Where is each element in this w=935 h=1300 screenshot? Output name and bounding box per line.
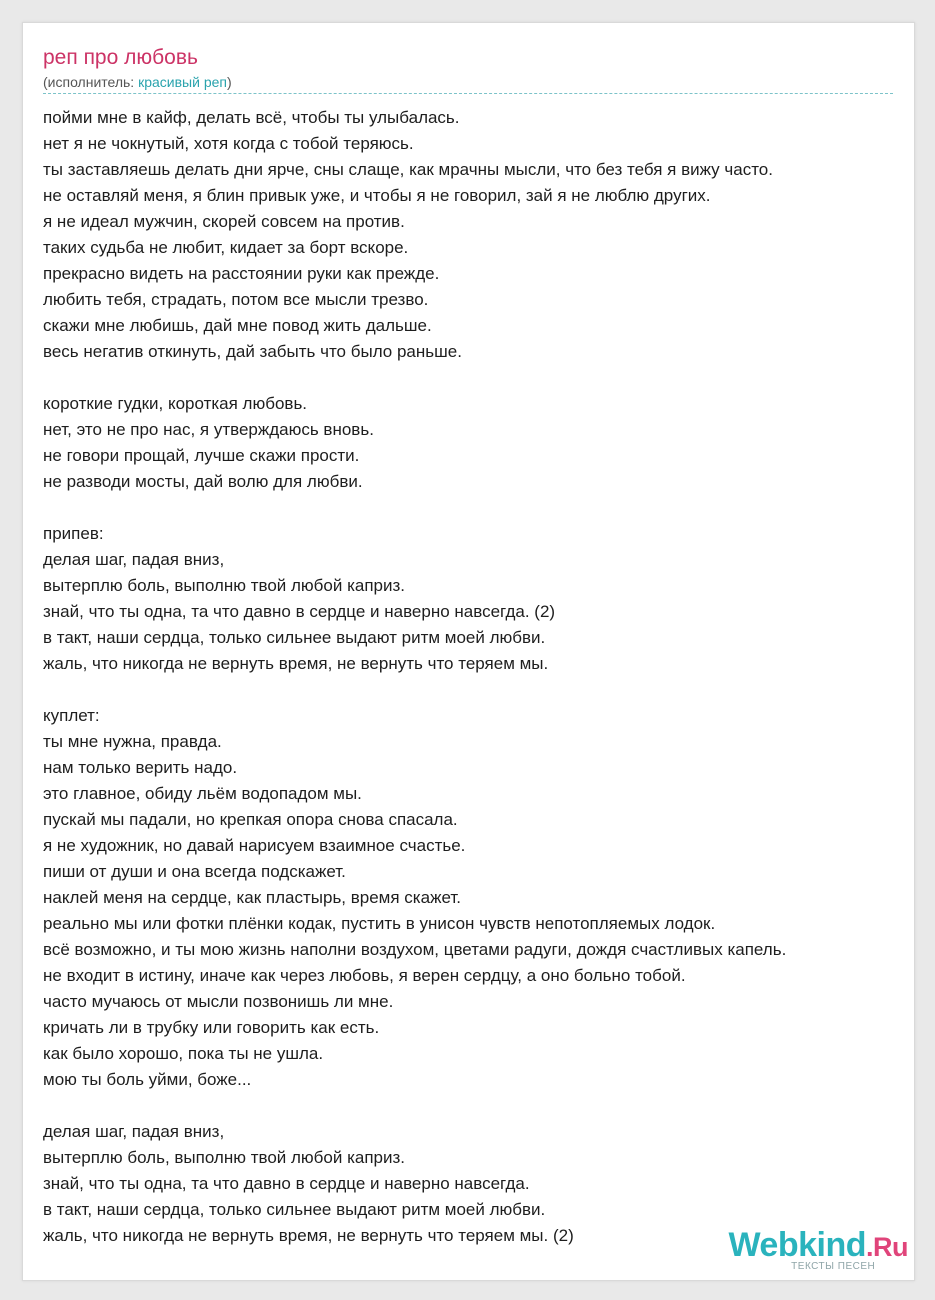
webkind-logo (728, 1228, 908, 1272)
lyric-line: пиши от души и она всегда подскажет. (43, 862, 346, 881)
lyric-line: знай, что ты одна, та что давно в сердце и наверно навсегда. (2) (43, 602, 556, 621)
lyric-line: делая шаг, падая вниз, (43, 1122, 225, 1141)
lyric-line: мою ты боль уйми, боже... (43, 1070, 252, 1089)
lyric-line: не говори прощай, лучше скажи прости. (43, 446, 360, 465)
title-divider (43, 93, 893, 94)
lyric-line: любить тебя, страдать, потом все мысли трезво. (43, 290, 429, 309)
lyric-line: это главное, обиду льём водопадом мы. (43, 784, 362, 803)
lyrics-stanza (43, 703, 923, 1093)
artist-suffix: ) (226, 74, 232, 90)
lyric-line: в такт, наши сердца, только сильнее выдают ритм моей любви. (43, 1200, 546, 1219)
lyric-line: короткие гудки, короткая любовь. (43, 394, 308, 413)
lyric-line: всё возможно, и ты мою жизнь наполни воздухом, цветами радуги, дождя счастливых капель. (43, 940, 787, 959)
lyric-line: пойми мне в кайф, делать всё, чтобы ты улыбалась. (43, 108, 460, 127)
lyric-line: жаль, что никогда не вернуть время, не вернуть что теряем мы. (2) (43, 1226, 574, 1245)
lyric-line: в такт, наши сердца, только сильнее выдают ритм моей любви. (43, 628, 546, 647)
lyric-line: скажи мне любишь, дай мне повод жить дальше. (43, 316, 432, 335)
lyric-line: весь негатив откинуть, дай забыть что было раньше. (43, 342, 462, 361)
lyric-line: нет я не чокнутый, хотя когда с тобой теряюсь. (43, 134, 414, 153)
lyric-line: наклей меня на сердце, как пластырь, время скажет. (43, 888, 461, 907)
song-title: реп про любовь (43, 46, 198, 69)
lyric-line: припев: (43, 524, 104, 543)
lyrics-stanza (43, 521, 923, 677)
lyric-line: я не художник, но давай нарисуем взаимное счастье. (43, 836, 466, 855)
lyric-line: не входит в истину, иначе как через любовь, я верен сердцу, а оно больно тобой. (43, 966, 686, 985)
lyric-line: реально мы или фотки плёнки кодак, пустить в унисон чувств непотопляемых лодок. (43, 914, 716, 933)
lyric-line: ты заставляешь делать дни ярче, сны слаще, как мрачны мысли, что без тебя я вижу часто. (43, 160, 773, 179)
lyric-line: кричать ли в трубку или говорить как есть. (43, 1018, 380, 1037)
lyric-line: жаль, что никогда не вернуть время, не вернуть что теряем мы. (43, 654, 549, 673)
lyric-line: не оставляй меня, я блин привык уже, и чтобы я не говорил, зай я не люблю других. (43, 186, 711, 205)
logo-wordmark (728, 1228, 908, 1262)
logo-brand: Webkind (728, 1226, 866, 1264)
artist-prefix: (исполнитель: (43, 74, 139, 90)
lyric-line: знай, что ты одна, та что давно в сердце и наверно навсегда. (43, 1174, 530, 1193)
lyric-line: я не идеал мужчин, скорей совсем на против. (43, 212, 405, 231)
lyrics-stanza (43, 105, 923, 365)
lyrics-body (43, 105, 923, 1275)
logo-tagline: ТЕКСТЫ ПЕСЕН (791, 1261, 876, 1272)
lyric-line: вытерплю боль, выполню твой любой каприз. (43, 1148, 406, 1167)
lyrics-sheet (22, 22, 915, 1281)
lyric-line: как было хорошо, пока ты не ушла. (43, 1044, 324, 1063)
lyrics-stanza (43, 391, 923, 495)
artist-link[interactable]: красивый реп (138, 74, 227, 90)
lyric-line: нет, это не про нас, я утверждаюсь вновь. (43, 420, 374, 439)
logo-tld: .Ru (866, 1232, 908, 1262)
lyric-line: делая шаг, падая вниз, (43, 550, 225, 569)
lyric-line: не разводи мосты, дай волю для любви. (43, 472, 363, 491)
lyric-line: куплет: (43, 706, 100, 725)
lyric-line: пускай мы падали, но крепкая опора снова спасала. (43, 810, 458, 829)
lyric-line: часто мучаюсь от мысли позвонишь ли мне. (43, 992, 394, 1011)
artist-line (43, 73, 232, 91)
lyric-line: нам только верить надо. (43, 758, 238, 777)
lyric-line: прекрасно видеть на расстоянии руки как прежде. (43, 264, 440, 283)
lyric-line: вытерплю боль, выполню твой любой каприз. (43, 576, 406, 595)
lyric-line: ты мне нужна, правда. (43, 732, 222, 751)
lyric-line: таких судьба не любит, кидает за борт вскоре. (43, 238, 409, 257)
